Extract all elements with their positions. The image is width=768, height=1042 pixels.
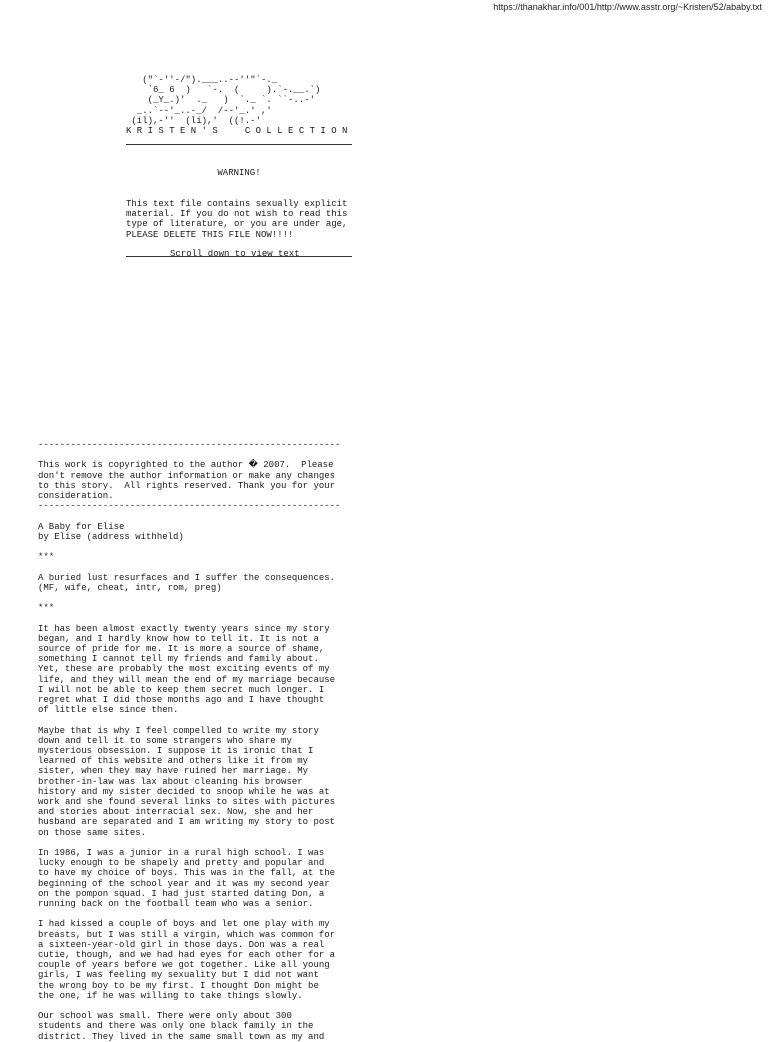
story-paragraph: [38, 919, 358, 1001]
story-line: down and tell it to some strangers who share my: [38, 735, 292, 746]
story-line: ***: [38, 552, 55, 563]
story-line: This work is copyrighted to the author � 2007. Please: [38, 460, 334, 471]
story-paragraph: [38, 552, 358, 562]
story-line: history and my sister decided to snoop while he was at: [38, 786, 330, 797]
paragraph-gap: [38, 562, 358, 572]
paragraph-gap: [38, 838, 358, 848]
story-line: don't remove the author information or make any changes: [38, 470, 336, 481]
story-line: and stories about interracial sex. Now, she and her: [38, 807, 314, 818]
source-url: https://thanakhar.info/001/http://www.asstr.org/~Kristen/52/ababy.txt: [493, 2, 762, 12]
story-line: mysterious obsession. I suppose it is ironic that I: [38, 745, 314, 756]
story-line: girls, I was feeling my sexuality but I did not want: [38, 970, 319, 981]
story-line: Our school was small. There were only about 300: [38, 1011, 292, 1022]
story-paragraph: [38, 603, 358, 613]
story-paragraph: [38, 460, 358, 511]
story-line: students and there was only one black family in the: [38, 1021, 314, 1032]
paragraph-gap: [38, 1001, 358, 1011]
paragraph-gap: [38, 613, 358, 623]
story-line: something I cannot tell my friends and family about.: [38, 654, 319, 665]
story-line: to have my choice of boys. This was in the fall, at the: [38, 868, 336, 879]
paragraph-gap: [38, 450, 358, 460]
story-line: (MF, wife, cheat, intr, rom, preg): [38, 582, 222, 593]
story-line: running back on the football team who was a senior.: [38, 899, 314, 910]
paragraph-gap: [38, 511, 358, 521]
story-paragraph: [38, 726, 358, 838]
warning-line: PLEASE DELETE THIS FILE NOW!!!!: [126, 229, 294, 240]
story-line: It has been almost exactly twenty years since my story: [38, 623, 330, 634]
story-line: by Elise (address withheld): [38, 531, 184, 542]
story-line: In 1986, I was a junior in a rural high school. I was: [38, 848, 325, 858]
story-line: began, and I hardly know how to tell it. It is not a: [38, 633, 319, 644]
story-line: sister, when they may have ruined her marriage. My: [38, 766, 309, 777]
story-line: regret what I did those months ago and I have thought: [38, 694, 325, 705]
ascii-art-line: (_Y_.)' ._ ) `._ `. ``-..-': [126, 95, 316, 106]
story-line: the wrong boy to be my first. I thought Don might be: [38, 980, 319, 991]
warning-text: [126, 199, 352, 240]
story-text: [38, 440, 358, 1042]
story-line: consideration.: [38, 491, 114, 501]
story-line: on the pompon squad. I had just started dating Don, a: [38, 888, 325, 899]
story-line: A Baby for Elise: [38, 521, 125, 532]
story-line: district. They lived in the same small town as my and: [38, 1031, 325, 1042]
story-paragraph: [38, 573, 358, 593]
collection-title: K R I S T E N ' S C O L L E C T I O N: [126, 126, 348, 137]
paragraph-gap: [38, 542, 358, 552]
story-paragraph: [38, 624, 358, 716]
warning-title: WARNING!: [217, 168, 261, 179]
ascii-art-logo: [126, 75, 352, 136]
story-line: --------------------------------------------------------: [38, 440, 341, 450]
story-line: brother-in-law was lax about cleaning his browser: [38, 776, 303, 787]
paragraph-gap: [38, 715, 358, 725]
story-line: Maybe that is why I feel compelled to write my story: [38, 725, 319, 736]
ascii-art-line: ("`-''-/").___..--''"`-._: [126, 75, 278, 85]
story-line: on those same sites.: [38, 827, 147, 838]
warning-line: type of literature, or you are under age,: [126, 219, 348, 230]
ascii-art-line: (il),-'' (li),' ((!.-': [126, 115, 262, 126]
story-line: lucky enough to be shapely and pretty and popular and: [38, 858, 325, 869]
story-paragraph: [38, 848, 358, 909]
warning-line: material. If you do not wish to read this: [126, 209, 348, 220]
story-line: breasts, but I was still a virgin, which was common for: [38, 929, 336, 940]
story-line: A buried lust resurfaces and I suffer the consequences.: [38, 572, 336, 583]
ascii-art-line: _..`--'_..-_/ /--'_.' ,': [126, 105, 272, 116]
story-paragraph: [38, 522, 358, 542]
paragraph-gap: [38, 593, 358, 603]
story-line: ***: [38, 603, 55, 614]
story-line: life, and they will mean the end of my marriage because: [38, 674, 336, 685]
story-line: source of pride for me. It is more a source of shame,: [38, 643, 325, 654]
story-line: --------------------------------------------------------: [38, 501, 341, 512]
story-paragraph: [38, 440, 358, 450]
ascii-art-line: `6_ 6 ) `-. ( ).`-.__.`): [126, 85, 321, 96]
story-line: a sixteen-year-old girl in those days. Don was a real: [38, 939, 325, 950]
story-line: I will not be able to keep them secret much longer. I: [38, 684, 325, 695]
paragraph-gap: [38, 909, 358, 919]
story-paragraph: [38, 1011, 358, 1042]
story-line: husband are separated and I am writing my story to post: [38, 817, 336, 828]
story-line: of little else since then.: [38, 705, 179, 716]
warning-box: [126, 144, 352, 257]
story-line: the one, if he was willing to take things slowly.: [38, 990, 303, 1001]
story-line: Yet, these are probably the most exciting events of my: [38, 664, 330, 675]
scroll-note: Scroll down to view text: [170, 249, 300, 259]
story-line: work and she found several links to sites with pictures: [38, 797, 336, 807]
story-line: learned of this website and others like it from my: [38, 756, 309, 767]
warning-line: This text file contains sexually explicit: [126, 199, 348, 210]
story-line: to this story. All rights reserved. Thank you for your: [38, 480, 336, 491]
story-line: beginning of the school year and it was my second year: [38, 878, 330, 889]
story-line: I had kissed a couple of boys and let one play with my: [38, 919, 330, 930]
story-line: couple of years before we got together. Like all young: [38, 960, 330, 971]
story-line: cutie, though, and we had had eyes for each other for a: [38, 950, 336, 961]
